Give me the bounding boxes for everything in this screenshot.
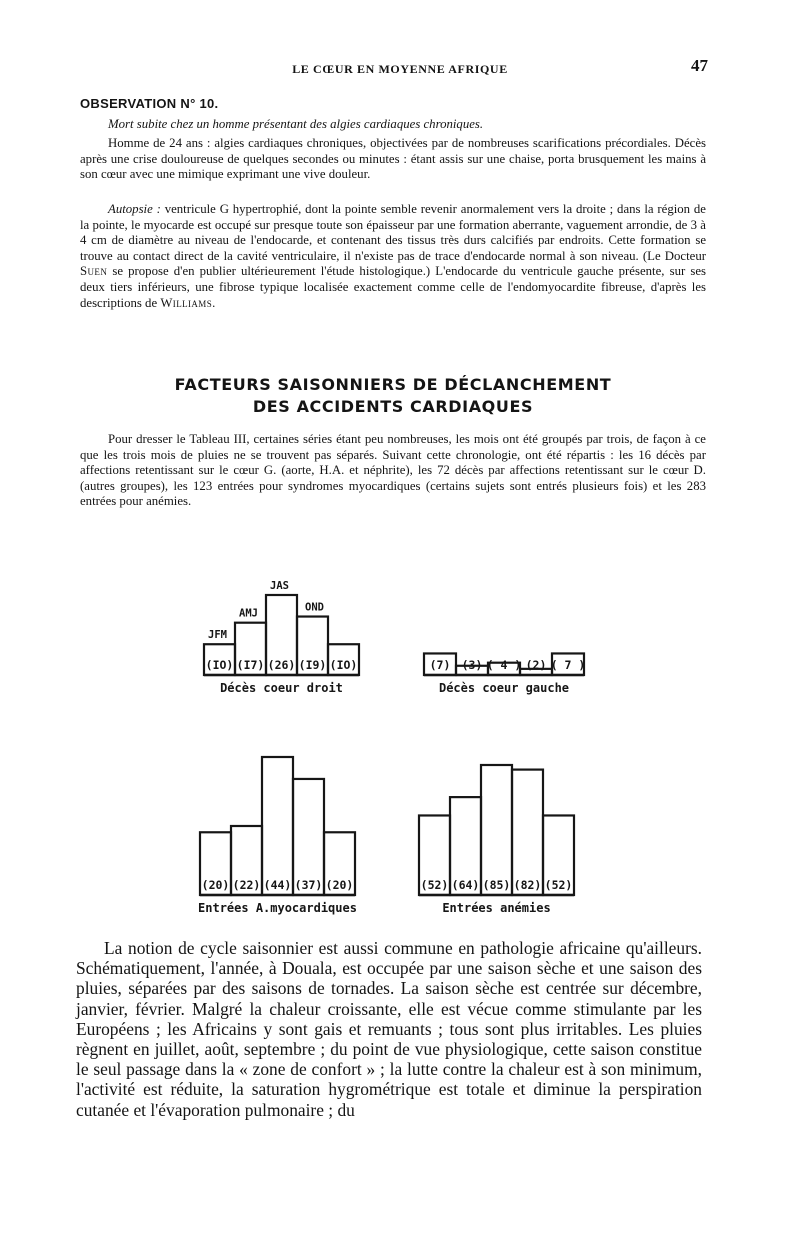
chart-1-category-1: JFM xyxy=(208,629,227,642)
chart-4-value-label-3: (85) xyxy=(482,878,511,892)
section-intro: Pour dresser le Tableau III, certaines séries étant peu nombreuses, les mois ont été groupés par trois, de façon à ce que les trois mois de pluies ne se trouvent pas séparés. Suivant cette chronologie, ont été répartis : les 16 décès par affections retentissant sur le cœur G. (aorte, H.A. et néphrite), les 72 décès par affections retentissant sur le cœur D. (autres groupes), les 123 entrées pour syndromes myocardiques (certains sujets sont entrés plusieurs fois) et les 283 entrées pour anémies. xyxy=(80,432,706,509)
chart-2-value-label-1: (7) xyxy=(429,658,451,672)
chart-3-value-label-5: (20) xyxy=(325,878,354,892)
section-title-line-2: DES ACCIDENTS CARDIAQUES xyxy=(252,397,534,416)
chart-4-bar-4 xyxy=(512,770,543,895)
chart-1-value-label-5: (IO) xyxy=(329,658,358,672)
chart-3-value-label-3: (44) xyxy=(263,878,292,892)
running-title: LE CŒUR EN MOYENNE AFRIQUE xyxy=(292,62,508,76)
section-title-line-1: FACTEURS SAISONNIERS DE DÉCLANCHEMENT xyxy=(174,375,612,394)
chart-1-category-3: JAS xyxy=(270,580,289,592)
chart-3-title: Entrées A.myocardiques xyxy=(198,901,357,915)
observation-paragraph: Homme de 24 ans : algies cardiaques chroniques, objectivées par de nombreuses scarifications précordiales. Décès après une crise douloureuse de quelques secondes ou minutes : étant assis sur une chaise, porta brusquement les mains à son cœur avec une mimique exprimant une vive douleur. xyxy=(80,136,706,182)
chart-4-bar-3 xyxy=(481,765,512,895)
author-name-williams: Williams xyxy=(160,295,213,310)
body-paragraph: La notion de cycle saisonnier est aussi commune en pathologie africaine qu'ailleurs. Schématiquement, l'année, à Douala, est occupée par une saison sèche et une saison des pluies, séparées par des saisons de tornades. La saison sèche est centrée sur décembre, janvier, février. Malgré la chaleur croissante, elle est vécue comme stimulante par les Européens ; les Africains y sont gais et remuants ; tous sont plus irritables. Les pluies règnent en juillet, août, septembre ; du point de vue physiologique, cette saison constitue le seul passage dans la « zone de confort » ; la lutte contre la chaleur est à son minimum, l'activité est réduite, la saturation hygrométrique est totale et diminue la perspiration cutanée et l'évaporation pulmonaire ; du xyxy=(76,938,702,1120)
observation-title-text: Mort subite chez un homme présentant des algies cardiaques chroniques. xyxy=(108,117,484,131)
autopsy-text-3: . xyxy=(212,295,216,310)
chart-1-category-4: OND xyxy=(305,601,324,614)
chart-4-value-label-1: (52) xyxy=(420,878,449,892)
observation-heading: OBSERVATION N° 10. xyxy=(80,96,219,111)
chart-2-value-label-3: ( 4 ) xyxy=(486,658,522,672)
charts-svg xyxy=(0,540,800,920)
chart-2-value-label-4: (2) xyxy=(525,658,547,672)
chart-4-value-label-2: (64) xyxy=(451,878,480,892)
autopsy-text-1: ventricule G hypertrophié, dont la pointe semble revenir anormalement vers la droite ; dans la région de la pointe, le myocarde est occupé sur presque toute son épaisseur par une formation aberrante, vaguement arrondie, de 3 à 4 cm de diamètre au niveau de l'endocarde, et contenant des tissus très durs calcifiés par endroits. Cette formation se trouve au contact direct de la cavité ventriculaire, il n'existe pas de trace d'endocarde normal à son niveau. (Le Docteur xyxy=(80,202,706,263)
page-number: 47 xyxy=(691,56,708,75)
autopsy-paragraph xyxy=(80,202,706,311)
chart-3-value-label-4: (37) xyxy=(294,878,323,892)
seasonal-charts xyxy=(0,540,800,920)
autopsy-label: Autopsie : xyxy=(108,202,161,216)
chart-2-value-label-5: ( 7 ) xyxy=(550,658,586,672)
section-title xyxy=(80,374,706,418)
chart-1-title: Décès coeur droit xyxy=(220,681,343,695)
chart-1-value-label-1: (IO) xyxy=(205,658,234,672)
chart-4-value-label-4: (82) xyxy=(513,878,542,892)
chart-3-bar-3 xyxy=(262,757,293,895)
chart-3-value-label-1: (20) xyxy=(201,878,230,892)
chart-2-title: Décès coeur gauche xyxy=(438,681,570,695)
chart-2-value-label-2: (3) xyxy=(461,658,483,672)
autopsy-text-2: se propose d'en publier ultérieurement l'étude histologique.) L'endocarde du ventricule gauche présente, sur ses deux tiers inférieurs, une fibrose typique localisée exactement comme celle de l'endomyocardite fibreuse, d'après les descriptions de xyxy=(80,264,706,310)
observation-title xyxy=(80,117,706,133)
chart-3-value-label-2: (22) xyxy=(232,878,261,892)
chart-1-value-label-3: (26) xyxy=(267,658,296,672)
chart-1-value-label-2: (I7) xyxy=(236,658,265,672)
chart-1-value-label-4: (I9) xyxy=(298,658,327,672)
chart-4-title: Entrées anémies xyxy=(442,901,551,915)
chart-1-category-2: AMJ xyxy=(239,607,258,620)
author-name-suen: Suen xyxy=(80,264,108,279)
chart-4-value-label-5: (52) xyxy=(544,878,573,892)
